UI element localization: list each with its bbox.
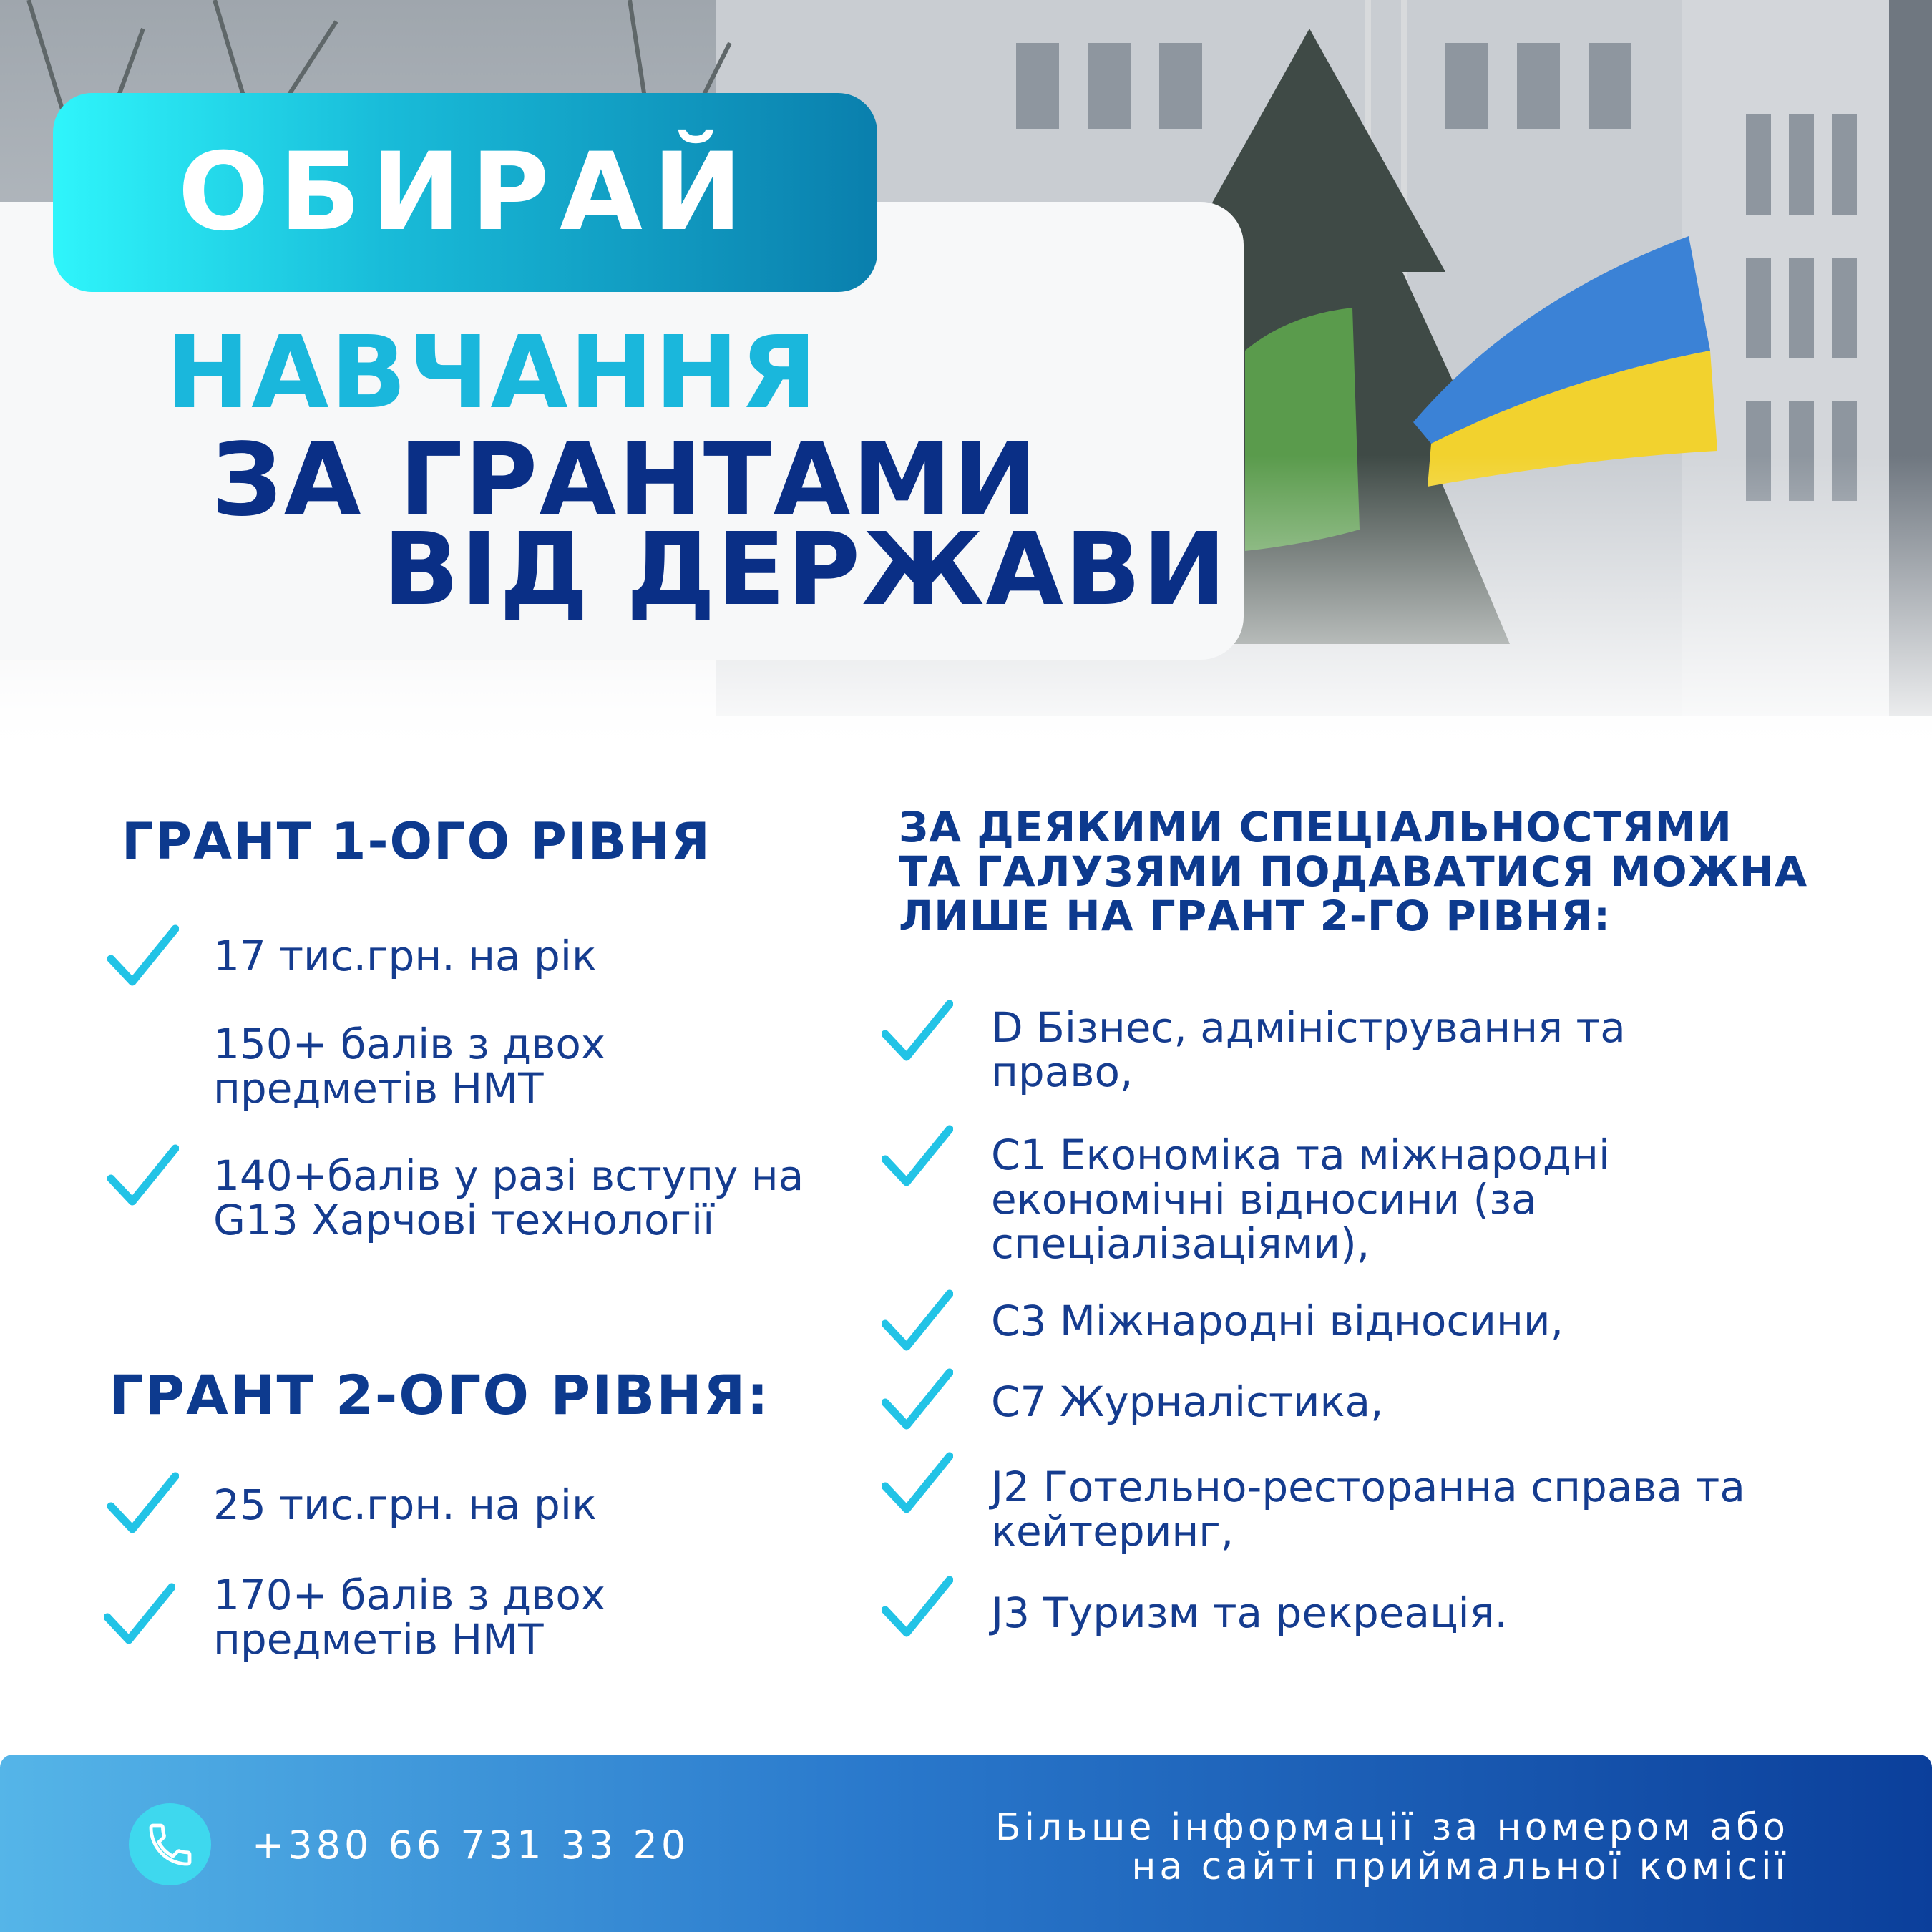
choose-pill (53, 93, 877, 292)
grant2-title: ГРАНТ 2-ОГО РІВНЯ: (109, 1363, 770, 1427)
specialties-title-line: ЛИШЕ НА ГРАНТ 2-ГО РІВНЯ: (899, 892, 1611, 940)
checkmark-icon (882, 1574, 953, 1639)
specialties-title-line: ТА ГАЛУЗЯМИ ПОДАВАТИСЯ МОЖНА (899, 847, 1808, 896)
checkmark-icon (882, 1450, 953, 1515)
headline-line-3: ВІД ДЕРЖАВИ (383, 512, 1228, 628)
specialties-title-line: ЗА ДЕЯКИМИ СПЕЦІАЛЬНОСТЯМИ (899, 803, 1732, 852)
grant1-item: 150+ балів з двох предметів НМТ (213, 1020, 606, 1113)
checkmark-icon (107, 1143, 179, 1207)
specialties-title (899, 805, 1807, 938)
headline-line-1: НАВЧАННЯ (166, 315, 819, 431)
footer-note-line: Більше інформації за номером або (995, 1806, 1789, 1849)
checkmark-icon (882, 1123, 953, 1188)
specialty-item: J3 Туризм та рекреація. (991, 1589, 1508, 1637)
phone-number[interactable]: +380 66 731 33 20 (252, 1823, 690, 1868)
pill-text: ОБИРАЙ (177, 130, 753, 255)
phone-icon (145, 1819, 196, 1870)
grant2-item: 25 тис.грн. на рік (213, 1480, 597, 1529)
specialty-item: D Бізнес, адміністрування та право, (991, 1003, 1626, 1096)
phone-button[interactable] (129, 1803, 211, 1885)
footer-note (995, 1808, 1789, 1887)
checkmark-icon (104, 1581, 175, 1646)
checkmark-icon (882, 1367, 953, 1431)
headline-line-2: ЗА ГРАНТАМИ (211, 422, 1039, 539)
specialty-item: C7 Журналістика, (991, 1377, 1384, 1426)
specialty-item: J2 Готельно-ресторанна справа та кейтеринг, (991, 1463, 1745, 1556)
grant2-item: 170+ балів з двох предметів НМТ (213, 1571, 606, 1664)
grant1-item: 17 тис.грн. на рік (213, 932, 597, 980)
grant1-title: ГРАНТ 1-ОГО РІВНЯ (122, 812, 711, 871)
checkmark-icon (882, 1288, 953, 1352)
checkmark-icon (107, 1470, 179, 1535)
checkmark-icon (107, 923, 179, 987)
grant1-item: 140+балів у разі вступу на G13 Харчові технології (213, 1151, 804, 1244)
footer-note-line: на сайті приймальної комісії (1131, 1845, 1789, 1888)
specialty-item: C3 Міжнародні відносини, (991, 1297, 1564, 1345)
checkmark-icon (882, 998, 953, 1063)
specialty-item: C1 Економіка та міжнародні економічні відносини (за спеціалізаціями), (991, 1131, 1611, 1268)
